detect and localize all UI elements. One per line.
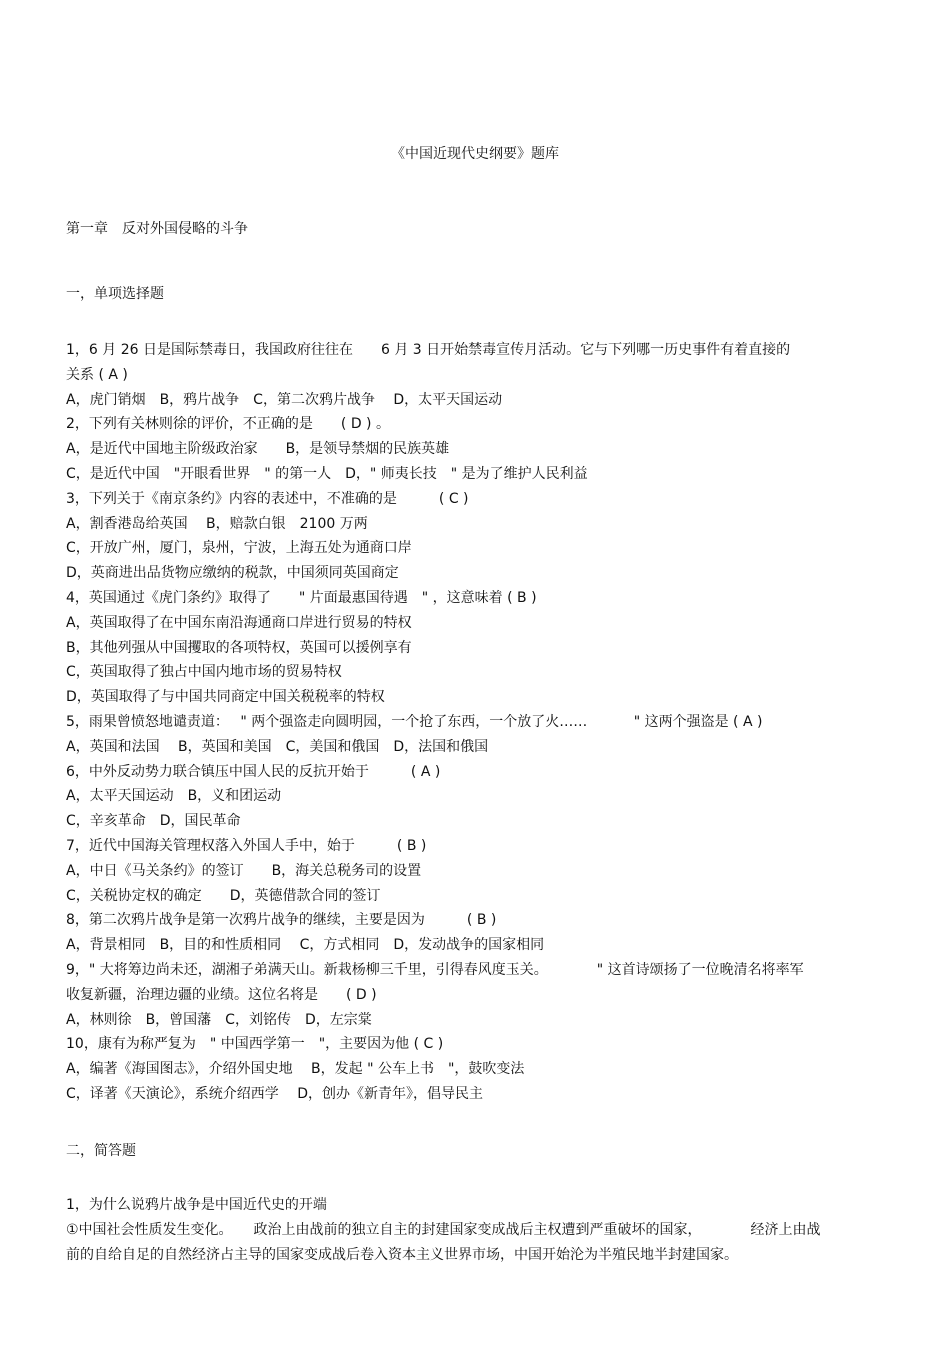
option-line: A，英国取得了在中国东南沿海通商口岸进行贸易的特权 <box>66 614 412 631</box>
question-line: 6，中外反动势力联合镇压中国人民的反抗开始于 ( A ) <box>66 763 441 780</box>
short-answer-line: ①中国社会性质发生变化。 政治上由战前的独立自主的封建国家变成战后主权遭到严重破坏的国家， 经济上由战 <box>66 1222 821 1238</box>
question-line: 3，下列关于《南京条约》内容的表述中，不准确的是 ( C ) <box>66 490 469 507</box>
option-line: D，英国取得了与中国共同商定中国关税税率的特权 <box>66 689 385 706</box>
short-answer-line: 前的自给自足的自然经济占主导的国家变成战后卷入资本主义世界市场，中国开始沦为半殖民地半封建国家。 <box>66 1247 738 1263</box>
option-line: C，关税协定权的确定 D，英德借款合同的签订 <box>66 887 381 904</box>
option-line: C，英国取得了独占中国内地市场的贸易特权 <box>66 664 342 681</box>
question-line: 2，下列有关林则徐的评价，不正确的是 ( D ) 。 <box>66 416 390 433</box>
option-line: C，开放广州，厦门，泉州，宁波，上海五处为通商口岸 <box>66 540 412 557</box>
option-line: D，英商进出品货物应缴纳的税款，中国须同英国商定 <box>66 565 399 582</box>
question-line: 4，英国通过《虎门条约》取得了 " 片面最惠国待遇 " ，这意味着 ( B ) <box>66 589 537 606</box>
section-heading-short-answer: 二，简答题 <box>66 1143 136 1159</box>
option-line: A，背景相同 B，目的和性质相同 C，方式相同 D，发动战争的国家相同 <box>66 937 545 954</box>
question-line: 收复新疆，治理边疆的业绩。这位名将是 ( D ) <box>66 986 377 1003</box>
short-question: 1，为什么说鸦片战争是中国近代史的开端 <box>66 1197 327 1213</box>
option-line: A，虎门销烟 B，鸦片战争 C，第二次鸦片战争 D，太平天国运动 <box>66 391 503 408</box>
question-line: 10，康有为称严复为 " 中国西学第一 "，主要因为他 ( C ) <box>66 1036 444 1053</box>
question-line: 8，第二次鸦片战争是第一次鸦片战争的继续，主要是因为 ( B ) <box>66 912 497 929</box>
question-line: 关系 ( A ) <box>66 366 128 383</box>
question-line: 9，" 大将筹边尚未还，湖湘子弟满天山。新栽杨柳三千里，引得春风度玉关。 " 这首诗颂扬了一位晚清名将率军 <box>66 961 804 978</box>
question-line: 1，6 月 26 日是国际禁毒日，我国政府往往在 6 月 3 日开始禁毒宣传月活动。它与下列哪一历史事件有着直接的 <box>66 342 791 358</box>
question-line: 7，近代中国海关管理权落入外国人手中，始于 ( B ) <box>66 837 427 854</box>
option-line: A，太平天国运动 B，义和团运动 <box>66 788 282 805</box>
section-heading-choice: 一，单项选择题 <box>66 286 164 302</box>
option-line: C，是近代中国 "开眼看世界 " 的第一人 D，" 师夷长技 " 是为了维护人民利益 <box>66 465 588 482</box>
option-line: A，林则徐 B，曾国藩 C，刘铭传 D，左宗棠 <box>66 1011 372 1028</box>
document-title: 《中国近现代史纲要》题库 <box>391 146 559 162</box>
option-line: C，辛亥革命 D，国民革命 <box>66 813 241 830</box>
option-line: C，译著《天演论》，系统介绍西学 D，创办《新青年》，倡导民主 <box>66 1085 484 1102</box>
option-line: A，英国和法国 B，英国和美国 C，美国和俄国 D，法国和俄国 <box>66 738 489 755</box>
short-answer-block <box>66 1193 886 1268</box>
option-line: B，其他列强从中国攫取的各项特权，英国可以援例享有 <box>66 639 412 656</box>
question-line: 5，雨果曾愤怒地谴责道： " 两个强盗走向圆明园，一个抢了东西，一个放了火…… " 这两个强盗是 ( A ) <box>66 713 763 730</box>
question-list <box>66 338 896 1107</box>
option-line: A，割香港岛给英国 B，赔款白银 2100 万两 <box>66 515 368 532</box>
chapter-heading: 第一章 反对外国侵略的斗争 <box>66 221 248 237</box>
option-line: A，编著《海国图志》，介绍外国史地 B，发起 " 公车上书 "，鼓吹变法 <box>66 1061 525 1078</box>
option-line: A，是近代中国地主阶级政治家 B，是领导禁烟的民族英雄 <box>66 441 450 458</box>
option-line: A，中日《马关条约》的签订 B，海关总税务司的设置 <box>66 862 422 879</box>
